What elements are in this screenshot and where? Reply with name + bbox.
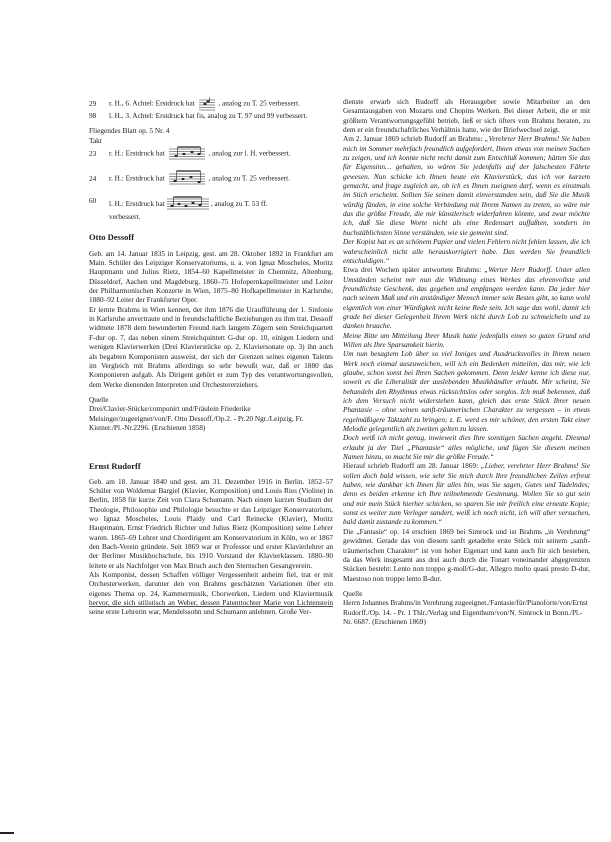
section-heading: Fliegendes Blatt op. 5 Nr. 4: [89, 126, 170, 136]
note-text-tail: , analog zu T. 53 ff.: [210, 199, 268, 209]
left-column: [89, 97, 333, 617]
letter-quote: „Werter Herr Rudorff. Unter allen Umständen scheint mir nun die Widmung eines Werkes das ehrenvollste und freundlichste Geschenk, das gegeben und empfangen werden kann. Da jeder hier nach seinem Maß und ein anständiger Mensch immer sein Bestes gibt, so kann wohl eigentlich von einer Würdigkeit nicht keine Rede sein. Ich sage das wohl, damit ich grade bei dieser Gelegenheit Ihrem Werk nicht durch Lob zu schmeicheln und zu danken brauche.: [343, 265, 590, 331]
composer-name-dessoff: Otto Dessoff: [89, 232, 135, 243]
letter-paragraph-7: [343, 461, 590, 526]
composer-name-rudorff: Ernst Rudorff: [89, 461, 141, 472]
letter-paragraph: [343, 134, 590, 237]
note-98: [89, 111, 333, 120]
note-29: [89, 97, 333, 111]
note-text: l. H., 3. Achtel: Erstdruck hat fis, analog zu T. 97 und 99 verbessert.: [109, 111, 308, 120]
note-number: 24: [89, 174, 97, 184]
note-number: 29: [89, 99, 97, 109]
note-text: r. H.: Erstdruck hat: [109, 148, 165, 158]
letter-paragraph-3: [343, 265, 590, 330]
takt-label: Takt: [89, 135, 102, 145]
letter-intro: Etwa drei Wochen später antwortete Brahms:: [343, 265, 485, 275]
letter-intro: Am 2. Januar 1869 schrieb Rudorff an Brahms:: [343, 134, 485, 144]
music-notation-icon: [169, 170, 205, 188]
letter-quote: „Verehrter Herr Brahms! Sie haben mich im Sommer mehrfach freundlich aufgefordert, Ihnen etwas von meinen Sachen zu zeigen, und ich konnte nicht recht damit zum Entschluß kommen; hätten Sie das für Eigensinn… gehalten, so wären Sie jedenfalls auf der falschesten Fährte gewesen. Nun schicke ich Ihnen heute ein Klavierstück, das ich vor kurzem gemacht, und frage zugleich an, ob ich es Ihnen zueignen darf, wenn es einstmals im Stich erscheint. Sollten Sie seinen damit einverstanden sein, daß Sie die Musik würdig fänden, in eine solche Verbindung mit Ihrem Namen zu treten, so wäre mir das die größte Freude, die mir künstlerisch widerfahren könnte, und zwar möchte ich, daß Sie diese Worte nicht als eine Redensart auffaßten, sondern im buchstäblichsten Sinne verständen, wie sie gemeint sind.: [343, 134, 590, 237]
section-divider: [89, 606, 333, 607]
note-text-tail: , analog zur l. H. verbessert.: [208, 148, 291, 158]
quelle-label: Quelle: [343, 588, 363, 598]
letter-paragraph-6: Doch weiß ich nicht genug, inwieweit dies Ihre sonstigen Sachen angeht. Diesmal erlaubt ja der Titel „Phantasie“ alles mögliche, und fügen Sie diesem meinen Namen hinzu, so macht Sie mir die größte Freude.“: [343, 433, 590, 462]
quelle-label: Quelle: [89, 394, 109, 404]
dessoff-biography: Geb. am 14. Januar 1835 in Leipzig, gest. am 28. Oktober 1892 in Frankfurt am Main. Schüler des Leipziger Konservatoriums, u. a. von Ignaz Moscheles, Moritz Hauptmann und Julius Rietz, 1854–60 Kapellmeister in Chemnitz, Altenburg, Düsseldorf, Aachen und Magdeburg, 1860–75 Hofopernkapellmeister und Leiter der Philharmonischen Konzerte in Wien, 1875–80 Hofkapellmeister in Karlsruhe, 1880–92 Leiter der Frankfurter Oper.: [89, 248, 333, 305]
dessoff-biography-2: Er lernte Brahms in Wien kennen, der ihm 1876 die Uraufführung der 1. Sinfonie in Karlsruhe anvertraute und in freundschaftliche Beziehungen zu ihm trat. Dessoff widmete 1878 dem bewunderten Freund nach langem Zögern sein Streichquartett F-dur op. 7, das neben einem Streichquintett G-dur op. 10, einigen Liedern und wenigen Klavierwerken (Drei Klavierstücke op. 2, Klaviersonate op. 3) ihn auch als begabten Komponisten ausweist, der sich der Grenzen seines eigenen Talents im Vergleich mit Brahms allerdings so sehr bewußt war, daß er 1880 das Komponieren aufgab. Als Dirigent gehört er zum Typ des verantwortungsvollen, dem Werke dienenden Interpreten und Orchestererziehers.: [89, 304, 333, 389]
note-24: [89, 170, 333, 188]
rudorff-biography: Geb. am 18. Januar 1840 und gest. am 31. Dezember 1916 in Berlin. 1852–57 Schüler von Woldemar Bargiel (Klavier, Komposition) und Louis Ries (Violine) in Berlin, 1858 für kurze Zeit von Clara Schumann. Nach einem kurzen Studium der Theologie, Philosophie und Philologie besuchte er das Leipziger Konservatorium, wo Ignaz Moscheles, Louis Plaidy und Carl Reinecke (Klavier), Moritz Hauptmann, Ernst Friedrich Richter und Julius Rietz (Komposition) seine Lehrer waren. 1865–69 Lehrer und Chordirigent am Konservatorium in Köln, wo er 1867 den Bach-Verein gründete. Seit 1869 war er Professor und erster Klavierlehrer an der Berliner Musikhochschule, bis 1910 Vorstand der Klavierklassen. 1880–90 leitete er als Nachfolger von Max Bruch auch den Sternschen Gesangverein.: [89, 476, 333, 570]
note-text-cont: verbessert.: [109, 212, 141, 222]
letter-paragraph-4: Meine Bitte um Mitteilung Ihrer Musik hatte jedenfalls einen so guten Grund und Willen als Ihre Sparsamkeit hierin.: [343, 330, 590, 349]
note-text-tail: , analog zu T. 25 verbessert.: [208, 173, 290, 183]
note-text: r. H., 6. Achtel: Erstdruck hat: [109, 98, 195, 108]
note-text: r. H.: Erstdruck hat: [109, 173, 165, 183]
right-column: [343, 97, 590, 626]
note-60: [89, 196, 333, 221]
note-number: 23: [89, 149, 97, 159]
rudorff-quelle: Herrn Johannes Brahms/in Verehrung zugeeignet./Fantasie/für/Pianoforte/von/Ernst Rudorff./Op. 14. - Pr. 1 Thlr./Verlag und Eigenthum/von/N. Simrock in Bonn./Pl.-Nr. 6687. (Erschienen 1869): [343, 598, 588, 626]
music-notation-icon: [167, 196, 209, 212]
rudorff-text: dienste erwarb sich Rudorff als Herausgeber sowie Mitarbeiter an den Gesamtausgaben von Mozarts und Chopins Werken. Bei dieser Arbeit, die er mit größtem Verantwortungsgefühl betrieb, ließ er sich öfters von Brahms beraten, zu dem er ein freundschaftliches Verhältnis hatte, wie der Briefwechsel zeigt.: [343, 97, 590, 135]
letter-paragraph-2: Der Kopist hat es an schönem Papier und vielen Fehlern nicht fehlen lassen, die ich wahrscheinlich nicht alle herauskorrigiert habe. Das werden Sie freundlich entschuldigen.“: [343, 237, 590, 265]
letter-paragraph-5: Um nun besagtem Lob über so viel Inniges und Ausdrucksvolles in Ihrem neuen Werk noch einmal auszuweichen, will ich ein Bedenken mitteilen, das mir, wie ich glaube, schon sonst bei Ihren Sachen gekommen. Denn leider kenne ich diese nur, soweit es die Liberalität der auslebenden Musikhändler erlaubt. Mir scheint, Sie behandeln den Rhythmus etwas rücksichtslos oder sorglos. Ich muß bekennen, daß ich dem Versuch nicht widerstehen kann, gleich das erste Stück Ihrer neuen Phantasie – ohne seinen sanft-träumerischen Charakter zu vergessen – in etwas regelmäßigere Taktzahl zu bringen; z. E. werd es mir schöner, den ersten Takt einer Melodie gelegentlich als zweiten gelten zu lassen.: [343, 349, 590, 434]
note-number: 98: [89, 111, 97, 120]
note-number: 60: [89, 196, 97, 206]
note-text-tail: , analog zu T. 25 verbessert.: [218, 98, 300, 108]
fantasie-paragraph: Die „Fantasie“ op. 14 erschien 1869 bei Simrock und ist Brahms „in Verehrung“ gewidmet. Gerade das von diesem sanft getadelte erste Stück mit seinem „sanft-träumerischen Charakter“ ist von hoher Eigenart und kann auch für sich bestehen, da das Werk insgesamt aus drei auch durch die Tonart voneinander abgegrenzten Stücken besteht: Lento non troppo g-moll/G-dur, Allegro molto quasi presto D-dur, Maestoso non troppo lento B-dur.: [343, 526, 590, 583]
note-text: l. H.: Erstdruck hat: [109, 199, 165, 209]
music-notation-icon: [169, 146, 205, 162]
letter-intro: Hierauf schrieb Rudorff am 28. Januar 1869:: [343, 461, 481, 471]
note-23: [89, 146, 333, 162]
letter-quote: „Lieber, verehrter Herr Brahms! Sie sollen doch bald wissen, wie sehr Sie mich durch Ihre freundlichen Zeilen erfreut haben, wie dankbar ich Ihnen für alles bin, was Sie sagen, Gutes und Tadelndes; denn es beiden erkenne ich Ihre teilnehmende Gesinnung. Wollen Sie so gut sein und mir mein Stück hierher schicken, so sparen Sie mir freilich eine erneute Kopie; sonst es weiter zum Verleger sandert, weiß ich noch nicht, ich will aber versuchen, bald damit zustande zu kommen.“: [343, 461, 590, 527]
rudorff-biography-2: Als Komponist, dessen Schaffen völliger Vergessenheit anheim fiel, trat er mit Orchesterwerken, darunter den von Brahms geschätzten Variationen über ein eigenes Thema op. 24, Kammermusik, Chorwerken, Liedern und Klaviermusik hervor, die sich stilistisch an Weber, dessen Patenttochter Marie von Lichtenstein seine erste Lehrerin war, Mendelssohn und Schumann anlehnen. Große Ver-: [89, 570, 333, 617]
page-corner-mark: [0, 832, 14, 834]
music-notation-icon: [199, 97, 215, 111]
dessoff-quelle: Drei/Clavier-Stücke/componirt und/Fräulein Friederike Meisinger/zugeeignet/von/F. Otto Dessoff./Op.2. - Pr.20 Ngr./Leipzig, Fr. Kistner./Pl.-Nr.2296. (Erschienen 1858): [89, 404, 304, 432]
